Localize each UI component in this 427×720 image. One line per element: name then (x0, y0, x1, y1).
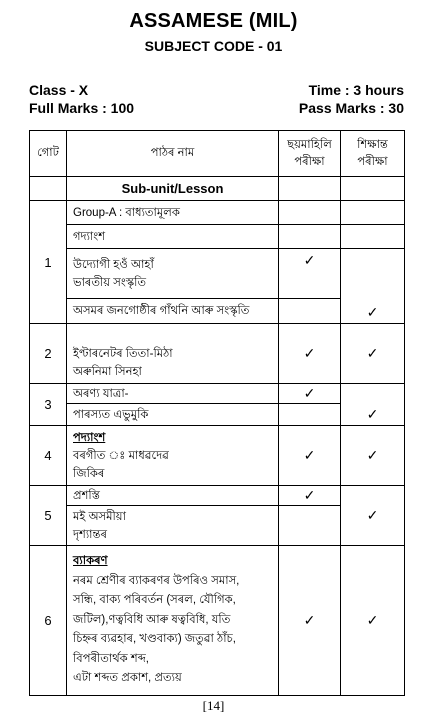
lesson-name: পাৰস্যত এভুমুকি (73, 408, 149, 421)
header-final-line1: শিক্ষান্ত (357, 138, 388, 151)
grammar-section-heading: ব্যাকৰণ (73, 555, 108, 568)
table-row (30, 426, 405, 486)
table-row (30, 249, 405, 299)
final-check: ✓ (341, 324, 405, 384)
prose-section-label: গদ্যাংশ (73, 230, 106, 243)
header-final (341, 131, 405, 177)
subunit-heading: Sub-unit/Lesson (67, 177, 279, 201)
grammar-line: এটা শব্দত প্ৰকাশ, প্ৰত্যয় (73, 672, 182, 685)
lesson-name: অৰুনিমা সিনহা (73, 366, 142, 378)
half-yearly-check: ✓ (279, 486, 341, 506)
subject-title: ASSAMESE (MIL) (129, 10, 298, 32)
lesson-name: ভাৰতীয় সংস্কৃতি (73, 276, 147, 289)
lesson-name: অসমৰ জনগোষ্ঠীৰ গাঁথনি আৰু সংস্কৃতি (73, 305, 250, 317)
lesson-name: জিকিৰ (73, 467, 105, 480)
table-row (30, 225, 405, 249)
poetry-section-heading: পদ্যাংশ (73, 431, 106, 444)
lesson-name: মই অসমীয়া (73, 510, 126, 523)
half-yearly-check: ✓ (279, 546, 341, 696)
final-check: ✓ (341, 546, 405, 696)
grammar-line: চিহ্নৰ ব্যৱহাৰ, খণ্ডবাক্য) জতুৱা ঠাঁচ, (73, 633, 236, 646)
lesson-cell (67, 506, 279, 546)
group-a-label: Group-A : বাধ্যতামূলক (73, 206, 180, 219)
table-row (30, 486, 405, 506)
lesson-cell (67, 201, 279, 225)
class-label: Class - X (29, 82, 89, 98)
table-row (30, 324, 405, 384)
header-half-yearly (279, 131, 341, 177)
table-row (30, 201, 405, 225)
lesson-name: ইণ্টাৰনেটৰ তিতা-মিঠা (73, 348, 173, 360)
lesson-cell (67, 384, 279, 404)
grammar-line: নৰম শ্ৰেণীৰ ব্যাকৰণৰ উপৰিও সমাস, (73, 574, 240, 587)
grammar-line: বিপৰীতাৰ্থক শব্দ, (73, 652, 149, 665)
table-row (30, 546, 405, 696)
half-yearly-check: ✓ (279, 324, 341, 384)
final-check: ✓ (341, 384, 405, 426)
header-half-yearly-line2: পৰীক্ষা (294, 155, 325, 168)
header-half-yearly-line1: ছয়মাহিলি (287, 138, 332, 151)
unit-number: 2 (30, 324, 67, 384)
unit-number: 1 (30, 201, 67, 324)
lesson-name: দৃশ্যান্তৰ (73, 528, 107, 541)
final-check: ✓ (341, 486, 405, 546)
half-yearly-check: ✓ (279, 384, 341, 404)
header-lesson: পাঠৰ নাম (67, 131, 279, 177)
half-yearly-check: ✓ (279, 249, 341, 299)
pass-marks-label: Pass Marks : 30 (298, 100, 404, 116)
lesson-cell (67, 546, 279, 696)
unit-number: 4 (30, 426, 67, 486)
lesson-name: উদ্যোগী হওঁ আহাঁ (73, 258, 154, 271)
lesson-cell (67, 426, 279, 486)
lesson-name: প্ৰশস্তি (73, 489, 100, 502)
lesson-cell (67, 486, 279, 506)
lesson-cell (67, 404, 279, 426)
grammar-line: সন্ধি, বাক্য পৰিবৰ্তন (সৰল, যৌগিক, (73, 594, 236, 607)
lesson-name: বৰগীত ঃ মাধৱদেৱ (73, 449, 169, 462)
header-unit: গোট (30, 131, 67, 177)
subunit-row (30, 177, 405, 201)
page-number: [14] (202, 698, 225, 713)
lesson-cell (67, 225, 279, 249)
half-yearly-check: ✓ (279, 426, 341, 486)
time-label: Time : 3 hours (308, 82, 404, 98)
syllabus-table (29, 130, 405, 696)
final-check: ✓ (341, 426, 405, 486)
lesson-cell (67, 299, 279, 324)
header-final-line2: পৰীক্ষা (357, 155, 388, 168)
lesson-cell (67, 324, 279, 384)
unit-number: 5 (30, 486, 67, 546)
full-marks-label: Full Marks : 100 (29, 100, 135, 116)
subject-code: SUBJECT CODE - 01 (144, 38, 283, 54)
table-header-row (30, 131, 405, 177)
table-row (30, 384, 405, 404)
grammar-line: জটিল),ণত্ববিধি আৰু ষত্ববিধি, যতি (73, 613, 231, 626)
lesson-name: অৰণ্য যাত্ৰা- (73, 387, 129, 400)
unit-number: 6 (30, 546, 67, 696)
lesson-cell (67, 249, 279, 299)
unit-number: 3 (30, 384, 67, 426)
final-check: ✓ (341, 249, 405, 324)
